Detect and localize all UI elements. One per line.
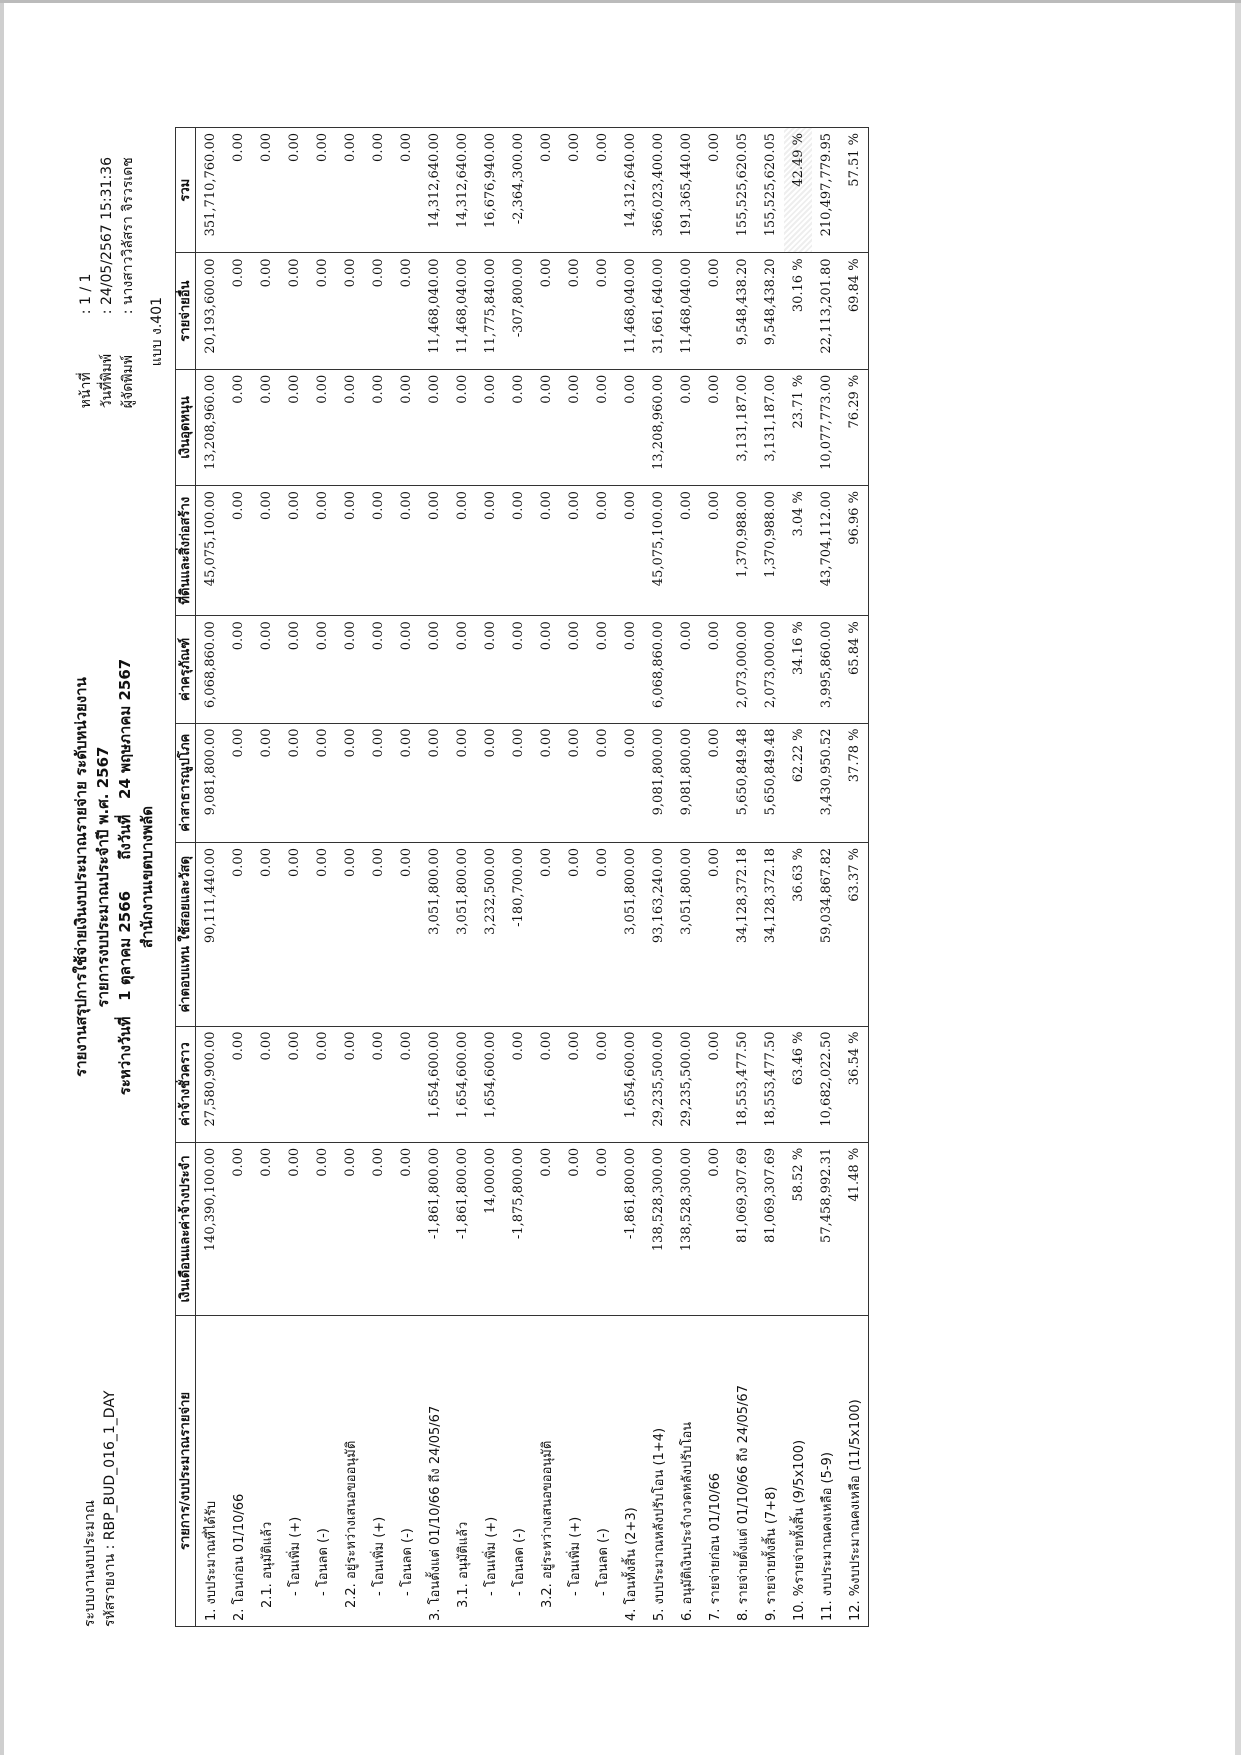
cell-value: 0.00 xyxy=(309,253,337,369)
cell-value: 0.00 xyxy=(533,843,561,1027)
cell-value: 18,553,477.50 xyxy=(757,1027,785,1143)
cell-value: 10,077,773.00 xyxy=(813,370,841,486)
report-meta-right xyxy=(77,158,140,409)
row-label: - โอนลด (-) xyxy=(309,1316,337,1627)
cell-value: 14,312,640.00 xyxy=(421,128,449,253)
cell-value: 29,235,500.00 xyxy=(673,1027,701,1143)
cell-value: 0.00 xyxy=(701,616,729,723)
cell-value: 0.00 xyxy=(281,370,309,486)
cell-value: 0.00 xyxy=(561,370,589,486)
cell-value: 0.00 xyxy=(309,1143,337,1316)
table-row xyxy=(533,128,561,1627)
cell-value: 27,580,900.00 xyxy=(196,1027,225,1143)
cell-value: 0.00 xyxy=(589,253,617,369)
cell-value: 0.00 xyxy=(253,724,281,844)
cell-value: 76.29 % xyxy=(841,370,870,486)
cell-value: 0.00 xyxy=(533,1027,561,1143)
cell-value: 0.00 xyxy=(589,370,617,486)
cell-value: 65.84 % xyxy=(841,616,870,723)
cell-value: 0.00 xyxy=(393,128,421,253)
cell-value: 59,034,867.82 xyxy=(813,843,841,1027)
cell-value: 0.00 xyxy=(253,843,281,1027)
table-row xyxy=(449,128,477,1627)
cell-value: 0.00 xyxy=(337,616,365,723)
cell-value: 3.04 % xyxy=(785,486,813,616)
cell-value: 0.00 xyxy=(421,724,449,844)
cell-value: 0.00 xyxy=(589,724,617,844)
cell-value: 351,710,760.00 xyxy=(196,128,225,253)
cell-value: 0.00 xyxy=(449,724,477,844)
cell-value: 0.00 xyxy=(281,616,309,723)
cell-value: 0.00 xyxy=(393,1027,421,1143)
cell-value: 366,023,400.00 xyxy=(645,128,673,253)
cell-value: 0.00 xyxy=(281,486,309,616)
table-row xyxy=(253,128,281,1627)
cell-value: 0.00 xyxy=(589,128,617,253)
cell-value: 9,548,438.20 xyxy=(729,253,757,369)
row-label: 10. %รายจ่ายทั้งสิ้น (9/5x100) xyxy=(785,1316,813,1627)
cell-value: 0.00 xyxy=(309,843,337,1027)
cell-value: 34,128,372.18 xyxy=(757,843,785,1027)
row-label: 8. รายจ่ายตั้งแต่ 01/10/66 ถึง 24/05/67 xyxy=(729,1316,757,1627)
cell-value: 58.52 % xyxy=(785,1143,813,1316)
cell-value: 0.00 xyxy=(281,1143,309,1316)
cell-value: 0.00 xyxy=(281,253,309,369)
cell-value: 138,528,300.00 xyxy=(645,1143,673,1316)
cell-value: 140,390,100.00 xyxy=(196,1143,225,1316)
cell-value: 0.00 xyxy=(701,128,729,253)
cell-value: 3,131,187.00 xyxy=(729,370,757,486)
column-header: รายจ่ายอื่น xyxy=(176,253,196,369)
cell-value: 23.71 % xyxy=(785,370,813,486)
report-code: รหัสรายงาน : RBP_BUD_016_1_DAY xyxy=(102,1391,119,1628)
cell-value: 9,548,438.20 xyxy=(757,253,785,369)
cell-value: 0.00 xyxy=(281,128,309,253)
cell-value: 1,654,600.00 xyxy=(449,1027,477,1143)
cell-value: 0.00 xyxy=(393,253,421,369)
row-label: 12. %งบประมาณคงเหลือ (11/5x100) xyxy=(841,1316,870,1627)
table-row xyxy=(196,128,225,1627)
cell-value: 14,312,640.00 xyxy=(617,128,645,253)
cell-value: 0.00 xyxy=(281,843,309,1027)
cell-value: 0.00 xyxy=(561,128,589,253)
cell-value: 0.00 xyxy=(561,724,589,844)
cell-value: -307,800.00 xyxy=(505,253,533,369)
table-row xyxy=(729,128,757,1627)
table-body xyxy=(196,128,869,1627)
cell-value: 57,458,992.31 xyxy=(813,1143,841,1316)
cell-value: 0.00 xyxy=(393,370,421,486)
cell-value: 0.00 xyxy=(365,486,393,616)
cell-value: 93,163,240.00 xyxy=(645,843,673,1027)
cell-value: 0.00 xyxy=(701,370,729,486)
cell-value: 1,654,600.00 xyxy=(421,1027,449,1143)
cell-value: 0.00 xyxy=(337,370,365,486)
cell-value: 191,365,440.00 xyxy=(673,128,701,253)
report-period: ระหว่างวันที่ 1 ตุลาคม 2566 ถึงวันที่ 24 พฤษภาคม 2567 xyxy=(116,659,135,1096)
cell-value: 11,775,840.00 xyxy=(477,253,505,369)
cell-value: 0.00 xyxy=(505,370,533,486)
cell-value: 63.37 % xyxy=(841,843,870,1027)
cell-value: 0.00 xyxy=(393,724,421,844)
table-row xyxy=(505,128,533,1627)
cell-value: 1,370,988.00 xyxy=(757,486,785,616)
system-name: ระบบงานงบประมาณ xyxy=(82,1500,99,1628)
report-landscape xyxy=(41,58,1201,1698)
scan-edge xyxy=(0,0,1241,3)
report-subtitle: รายการงบประมาณประจำปี พ.ศ. 2567 xyxy=(94,747,113,1008)
row-label: - โอนลด (-) xyxy=(589,1316,617,1627)
cell-value: 0.00 xyxy=(253,1143,281,1316)
form-number: แบบ ง.401 xyxy=(149,297,166,367)
cell-value: 138,528,300.00 xyxy=(673,1143,701,1316)
cell-value: 0.00 xyxy=(225,724,253,844)
printer-value: : นางสาววิลัสรา จิรวรเดช xyxy=(120,157,137,315)
cell-value: 0.00 xyxy=(673,486,701,616)
cell-value: 11,468,040.00 xyxy=(673,253,701,369)
cell-value: 0.00 xyxy=(533,724,561,844)
cell-value: 0.00 xyxy=(421,616,449,723)
cell-value: 90,111,440.00 xyxy=(196,843,225,1027)
cell-value: 20,193,600.00 xyxy=(196,253,225,369)
table-row xyxy=(393,128,421,1627)
cell-value: 30.16 % xyxy=(785,253,813,369)
cell-value: 210,497,779.95 xyxy=(813,128,841,253)
cell-value: 0.00 xyxy=(337,253,365,369)
cell-value: 0.00 xyxy=(225,1027,253,1143)
cell-value: 0.00 xyxy=(281,1027,309,1143)
cell-value: 0.00 xyxy=(617,724,645,844)
cell-value: 0.00 xyxy=(365,843,393,1027)
cell-value: 0.00 xyxy=(365,1027,393,1143)
cell-value: 0.00 xyxy=(449,486,477,616)
table-row xyxy=(477,128,505,1627)
cell-value: 0.00 xyxy=(393,1143,421,1316)
row-label: 1. งบประมาณที่ได้รับ xyxy=(196,1316,225,1627)
column-header: เงินเดือนและค่าจ้างประจำ xyxy=(176,1143,196,1316)
report-unit: สำนักงานเขตบางพลัด xyxy=(138,806,157,949)
column-header: ค่าจ้างชั่วคราว xyxy=(176,1027,196,1143)
cell-value: 0.00 xyxy=(393,843,421,1027)
cell-value: 0.00 xyxy=(449,616,477,723)
cell-value: 9,081,800.00 xyxy=(673,724,701,844)
cell-value: 29,235,500.00 xyxy=(645,1027,673,1143)
cell-value: 13,208,960.00 xyxy=(196,370,225,486)
table-row xyxy=(757,128,785,1627)
table-row xyxy=(813,128,841,1627)
cell-value: 0.00 xyxy=(477,724,505,844)
cell-value: 155,525,620.05 xyxy=(729,128,757,253)
row-label: 9. รายจ่ายทั้งสิ้น (7+8) xyxy=(757,1316,785,1627)
table-row xyxy=(365,128,393,1627)
cell-value: 81,069,307.69 xyxy=(729,1143,757,1316)
cell-value: 0.00 xyxy=(561,253,589,369)
cell-value: 1,654,600.00 xyxy=(477,1027,505,1143)
cell-value: 2,073,000.00 xyxy=(757,616,785,723)
cell-value: 0.00 xyxy=(225,370,253,486)
cell-value: 0.00 xyxy=(701,724,729,844)
cell-value: 0.00 xyxy=(309,616,337,723)
column-header: ที่ดินและสิ่งก่อสร้าง xyxy=(176,486,196,616)
cell-value: 5,650,849.48 xyxy=(729,724,757,844)
cell-value: 62.22 % xyxy=(785,724,813,844)
cell-value: 2,073,000.00 xyxy=(729,616,757,723)
cell-value: 0.00 xyxy=(365,616,393,723)
table-row xyxy=(701,128,729,1627)
print-date-value: : 24/05/2567 15:31:36 xyxy=(99,157,116,315)
cell-value: 0.00 xyxy=(589,843,617,1027)
cell-value: 14,000.00 xyxy=(477,1143,505,1316)
cell-value: 0.00 xyxy=(533,486,561,616)
cell-value: 0.00 xyxy=(309,486,337,616)
cell-value: 0.00 xyxy=(561,843,589,1027)
cell-value: 0.00 xyxy=(589,616,617,723)
cell-value: 31,661,640.00 xyxy=(645,253,673,369)
cell-value: 36.54 % xyxy=(841,1027,870,1143)
cell-value: 0.00 xyxy=(309,1027,337,1143)
cell-value: 3,051,800.00 xyxy=(421,843,449,1027)
scan-edge xyxy=(0,0,4,1755)
column-header: เงินอุดหนุน xyxy=(176,370,196,486)
cell-value: -1,861,800.00 xyxy=(617,1143,645,1316)
column-header: ค่าสาธารณูปโภค xyxy=(176,724,196,844)
row-label: - โอนเพิ่ม (+) xyxy=(281,1316,309,1627)
row-label: 2.2. อยู่ระหว่างเสนอขออนุมัติ xyxy=(337,1316,365,1627)
cell-value: 0.00 xyxy=(561,1027,589,1143)
cell-value: 3,051,800.00 xyxy=(673,843,701,1027)
cell-value: 22,113,201.80 xyxy=(813,253,841,369)
cell-value: 57.51 % xyxy=(841,128,870,253)
cell-value: 0.00 xyxy=(281,724,309,844)
row-label: 6. อนุมัติเงินประจำงวดหลังปรับโอน xyxy=(673,1316,701,1627)
row-label: - โอนเพิ่ม (+) xyxy=(561,1316,589,1627)
cell-value: 0.00 xyxy=(225,486,253,616)
cell-value: 0.00 xyxy=(225,253,253,369)
cell-value: 0.00 xyxy=(225,616,253,723)
row-label: 3. โอนตั้งแต่ 01/10/66 ถึง 24/05/67 xyxy=(421,1316,449,1627)
cell-value: 0.00 xyxy=(253,616,281,723)
cell-value: 96.96 % xyxy=(841,486,870,616)
cell-value: 0.00 xyxy=(365,724,393,844)
table-row xyxy=(617,128,645,1627)
cell-value: 0.00 xyxy=(673,616,701,723)
cell-value: -180,700.00 xyxy=(505,843,533,1027)
cell-value: 0.00 xyxy=(617,486,645,616)
cell-value: 10,682,022.50 xyxy=(813,1027,841,1143)
row-label: - โอนลด (-) xyxy=(505,1316,533,1627)
cell-value: 0.00 xyxy=(561,616,589,723)
cell-value: 0.00 xyxy=(533,1143,561,1316)
cell-value: 36.63 % xyxy=(785,843,813,1027)
row-label: 5. งบประมาณหลังปรับโอน (1+4) xyxy=(645,1316,673,1627)
table-row xyxy=(337,128,365,1627)
cell-value: 0.00 xyxy=(225,843,253,1027)
cell-value: 0.00 xyxy=(337,1027,365,1143)
cell-value: -1,875,800.00 xyxy=(505,1143,533,1316)
cell-value: 0.00 xyxy=(365,128,393,253)
scan-edge xyxy=(1235,0,1241,1755)
cell-value: 0.00 xyxy=(253,486,281,616)
cell-value: 11,468,040.00 xyxy=(617,253,645,369)
table-row xyxy=(309,128,337,1627)
cell-value: 41.48 % xyxy=(841,1143,870,1316)
cell-value: 0.00 xyxy=(701,253,729,369)
cell-value: 0.00 xyxy=(561,1143,589,1316)
cell-value: 0.00 xyxy=(505,616,533,723)
cell-value: 11,468,040.00 xyxy=(449,253,477,369)
row-label: - โอนเพิ่ม (+) xyxy=(365,1316,393,1627)
table-header-row xyxy=(176,128,196,1627)
cell-value: 0.00 xyxy=(701,486,729,616)
table-row xyxy=(841,128,870,1627)
cell-value: 0.00 xyxy=(337,724,365,844)
cell-value: 0.00 xyxy=(253,1027,281,1143)
column-header: ค่าครุภัณฑ์ xyxy=(176,616,196,723)
cell-value: 45,075,100.00 xyxy=(645,486,673,616)
cell-value: 0.00 xyxy=(701,1027,729,1143)
row-label: 2. โอนก่อน 01/10/66 xyxy=(225,1316,253,1627)
cell-value: 0.00 xyxy=(505,724,533,844)
row-label: 4. โอนทั้งสิ้น (2+3) xyxy=(617,1316,645,1627)
table-row xyxy=(589,128,617,1627)
cell-value: 0.00 xyxy=(533,128,561,253)
cell-value: 0.00 xyxy=(309,128,337,253)
report-title: รายงานสรุปการใช้จ่ายเงินงบประมาณรายจ่าย ระดับหน่วยงาน xyxy=(72,677,91,1078)
row-label: 11. งบประมาณคงเหลือ (5-9) xyxy=(813,1316,841,1627)
cell-value: 43,704,112.00 xyxy=(813,486,841,616)
print-date-label: วันที่พิมพ์ xyxy=(99,354,116,409)
cell-value: -1,861,800.00 xyxy=(449,1143,477,1316)
cell-value: 0.00 xyxy=(253,370,281,486)
budget-table xyxy=(176,128,870,1628)
table-row xyxy=(561,128,589,1627)
row-label: - โอนลด (-) xyxy=(393,1316,421,1627)
row-label: 3.1. อนุมัติแล้ว xyxy=(449,1316,477,1627)
cell-value: 42.49 % xyxy=(785,128,813,253)
page-value: : 1 / 1 xyxy=(78,274,95,315)
page-label: หน้าที่ xyxy=(78,372,95,409)
cell-value: 0.00 xyxy=(421,370,449,486)
cell-value: 3,051,800.00 xyxy=(617,843,645,1027)
cell-value: 11,468,040.00 xyxy=(421,253,449,369)
cell-value: 6,068,860.00 xyxy=(196,616,225,723)
cell-value: 1,654,600.00 xyxy=(617,1027,645,1143)
cell-value: 0.00 xyxy=(505,486,533,616)
cell-value: 5,650,849.48 xyxy=(757,724,785,844)
cell-value: 0.00 xyxy=(365,253,393,369)
cell-value: 0.00 xyxy=(309,724,337,844)
cell-value: 0.00 xyxy=(673,370,701,486)
cell-value: 0.00 xyxy=(701,843,729,1027)
cell-value: 0.00 xyxy=(421,486,449,616)
cell-value: 13,208,960.00 xyxy=(645,370,673,486)
cell-value: 0.00 xyxy=(477,370,505,486)
cell-value: 0.00 xyxy=(365,370,393,486)
cell-value: -2,364,300.00 xyxy=(505,128,533,253)
cell-value: 34,128,372.18 xyxy=(729,843,757,1027)
cell-value: 45,075,100.00 xyxy=(196,486,225,616)
cell-value: 0.00 xyxy=(505,1027,533,1143)
cell-value: 0.00 xyxy=(253,253,281,369)
column-header: รายการ/งบประมาณรายจ่าย xyxy=(176,1316,196,1627)
table-row xyxy=(645,128,673,1627)
cell-value: 0.00 xyxy=(449,370,477,486)
table-row xyxy=(281,128,309,1627)
cell-value: 0.00 xyxy=(337,486,365,616)
cell-value: 0.00 xyxy=(225,1143,253,1316)
cell-value: 3,995,860.00 xyxy=(813,616,841,723)
cell-value: 69.84 % xyxy=(841,253,870,369)
cell-value: 0.00 xyxy=(701,1143,729,1316)
cell-value: 0.00 xyxy=(589,1143,617,1316)
cell-value: 0.00 xyxy=(533,616,561,723)
cell-value: 0.00 xyxy=(617,370,645,486)
cell-value: 0.00 xyxy=(393,486,421,616)
cell-value: 0.00 xyxy=(393,616,421,723)
column-header: ค่าตอบแทน ใช้สอยและวัสดุ xyxy=(176,843,196,1027)
table-row xyxy=(785,128,813,1627)
cell-value: 37.78 % xyxy=(841,724,870,844)
cell-value: 34.16 % xyxy=(785,616,813,723)
cell-value: 0.00 xyxy=(561,486,589,616)
cell-value: 0.00 xyxy=(365,1143,393,1316)
cell-value: 0.00 xyxy=(253,128,281,253)
cell-value: 0.00 xyxy=(477,486,505,616)
row-label: 7. รายจ่ายก่อน 01/10/66 xyxy=(701,1316,729,1627)
cell-value: 3,131,187.00 xyxy=(757,370,785,486)
cell-value: 14,312,640.00 xyxy=(449,128,477,253)
cell-value: 0.00 xyxy=(337,128,365,253)
cell-value: 0.00 xyxy=(309,370,337,486)
cell-value: 3,051,800.00 xyxy=(449,843,477,1027)
row-label: 2.1. อนุมัติแล้ว xyxy=(253,1316,281,1627)
cell-value: 0.00 xyxy=(533,370,561,486)
cell-value: 81,069,307.69 xyxy=(757,1143,785,1316)
row-label: - โอนเพิ่ม (+) xyxy=(477,1316,505,1627)
cell-value: 0.00 xyxy=(617,616,645,723)
cell-value: 1,370,988.00 xyxy=(729,486,757,616)
cell-value: 155,525,620.05 xyxy=(757,128,785,253)
cell-value: 6,068,860.00 xyxy=(645,616,673,723)
table-row xyxy=(225,128,253,1627)
cell-value: 63.46 % xyxy=(785,1027,813,1143)
cell-value: 0.00 xyxy=(589,1027,617,1143)
cell-value: 0.00 xyxy=(337,843,365,1027)
table-row xyxy=(673,128,701,1627)
cell-value: 0.00 xyxy=(225,128,253,253)
cell-value: 18,553,477.50 xyxy=(729,1027,757,1143)
cell-value: -1,861,800.00 xyxy=(421,1143,449,1316)
cell-value: 0.00 xyxy=(337,1143,365,1316)
cell-value: 0.00 xyxy=(477,616,505,723)
cell-value: 3,232,500.00 xyxy=(477,843,505,1027)
cell-value: 3,430,950.52 xyxy=(813,724,841,844)
table-row xyxy=(421,128,449,1627)
cell-value: 9,081,800.00 xyxy=(196,724,225,844)
row-label: 3.2. อยู่ระหว่างเสนอขออนุมัติ xyxy=(533,1316,561,1627)
cell-value: 16,676,940.00 xyxy=(477,128,505,253)
cell-value: 0.00 xyxy=(533,253,561,369)
printer-label: ผู้จัดพิมพ์ xyxy=(120,355,137,409)
cell-value: 0.00 xyxy=(589,486,617,616)
column-header: รวม xyxy=(176,128,196,253)
cell-value: 9,081,800.00 xyxy=(645,724,673,844)
